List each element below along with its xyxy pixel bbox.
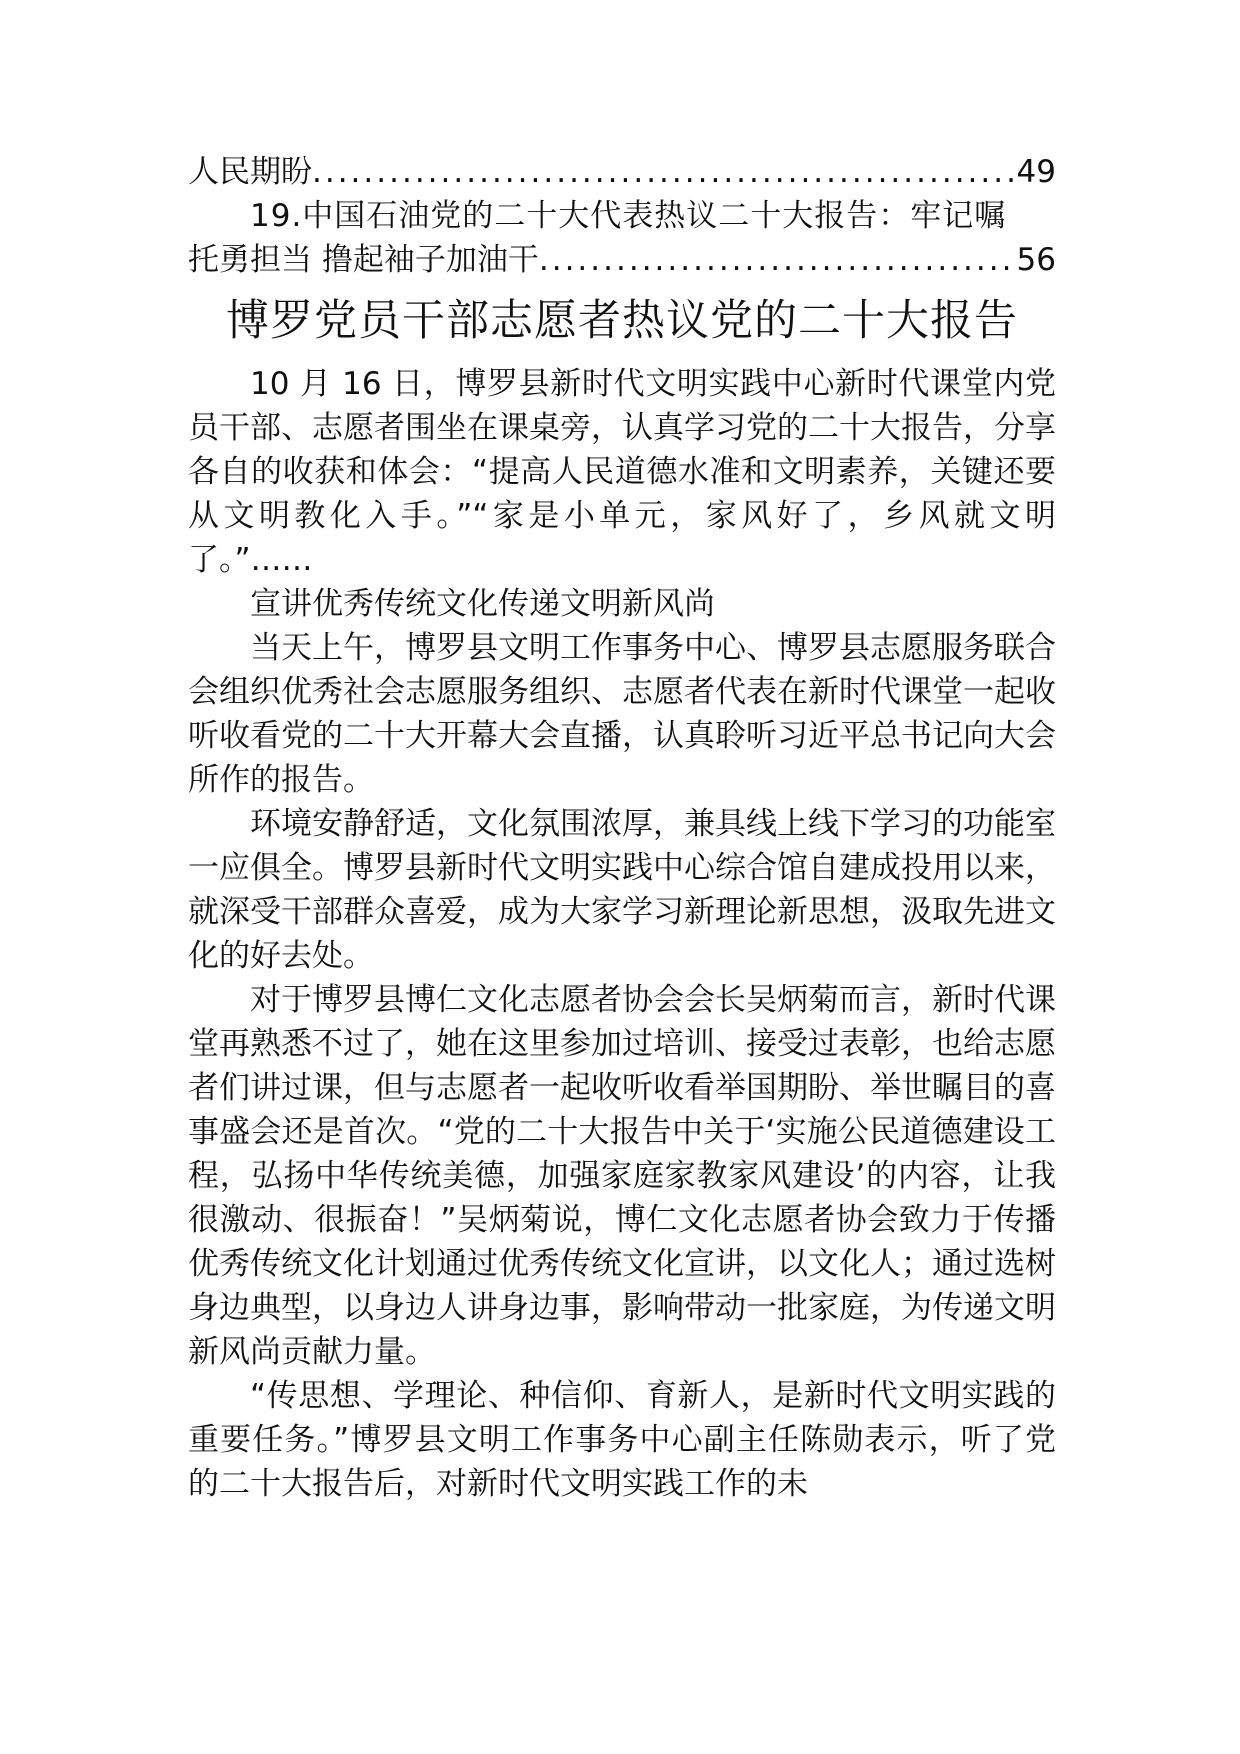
page-content: [188, 150, 1056, 1506]
paragraph: 10 月 16 日，博罗县新时代文明实践中心新时代课堂内党员干部、志愿者围坐在课桌旁，认真学习党的二十大报告，分享各自的收获和体会：“提高人民道德水准和文明素养，关键还要从文明教化入手。”“家是小单元，家风好了，乡风就文明了。”……: [188, 366, 1056, 578]
paragraph: 当天上午，博罗县文明工作事务中心、博罗县志愿服务联合会组织优秀社会志愿服务组织、志愿者代表在新时代课堂一起收听收看党的二十大开幕大会直播，认真聆听习近平总书记向大会所作的报告。: [188, 630, 1056, 798]
article-title: 博罗党员干部志愿者热议党的二十大报告: [226, 296, 1018, 346]
paragraph: “传思想、学理论、种信仰、育新人，是新时代文明实践的重要任务。”博罗县文明工作事务中心副主任陈勋表示，听了党的二十大报告后，对新时代文明实践工作的未: [188, 1378, 1056, 1502]
paragraph: 环境安静舒适，文化氛围浓厚，兼具线上线下学习的功能室一应俱全。博罗县新时代文明实践中心综合馆自建成投用以来，就深受干部群众喜爱，成为大家学习新理论新思想，汲取先进文化的好去处。: [188, 806, 1056, 974]
toc-entry-title-line1[interactable]: 19.中国石油党的二十大代表热议二十大报告：牢记嘱: [250, 198, 1007, 234]
toc-entry[interactable]: [188, 238, 1056, 282]
toc-entry[interactable]: [188, 150, 1056, 194]
paragraph: 对于博罗县博仁文化志愿者协会会长吴炳菊而言，新时代课堂再熟悉不过了，她在这里参加过培训、接受过表彰，也给志愿者们讲过课，但与志愿者一起收听收看举国期盼、举世瞩目的喜事盛会还是首次。“党的二十大报告中关于‘实施公民道德建设工程，弘扬中华传统美德，加强家庭家教家风建设’的内容，让我很激动、很振奋！”吴炳菊说，博仁文化志愿者协会致力于传播优秀传统文化计划通过优秀传统文化宣讲，以文化人；通过选树身边典型，以身边人讲身边事，影响带动一批家庭，为传递文明新风尚贡献力量。: [188, 982, 1056, 1370]
toc-page-number: 56: [1016, 242, 1056, 278]
toc-leader-dots: [539, 238, 1017, 282]
toc-entry-title: 人民期盼: [188, 154, 312, 190]
section-subheading: 宣讲优秀传统文化传递文明新风尚: [250, 586, 715, 622]
toc-entry-title: 托勇担当 撸起袖子加油干: [188, 242, 539, 278]
toc-leader-dots: [312, 150, 1017, 194]
toc-page-number: 49: [1016, 154, 1056, 190]
